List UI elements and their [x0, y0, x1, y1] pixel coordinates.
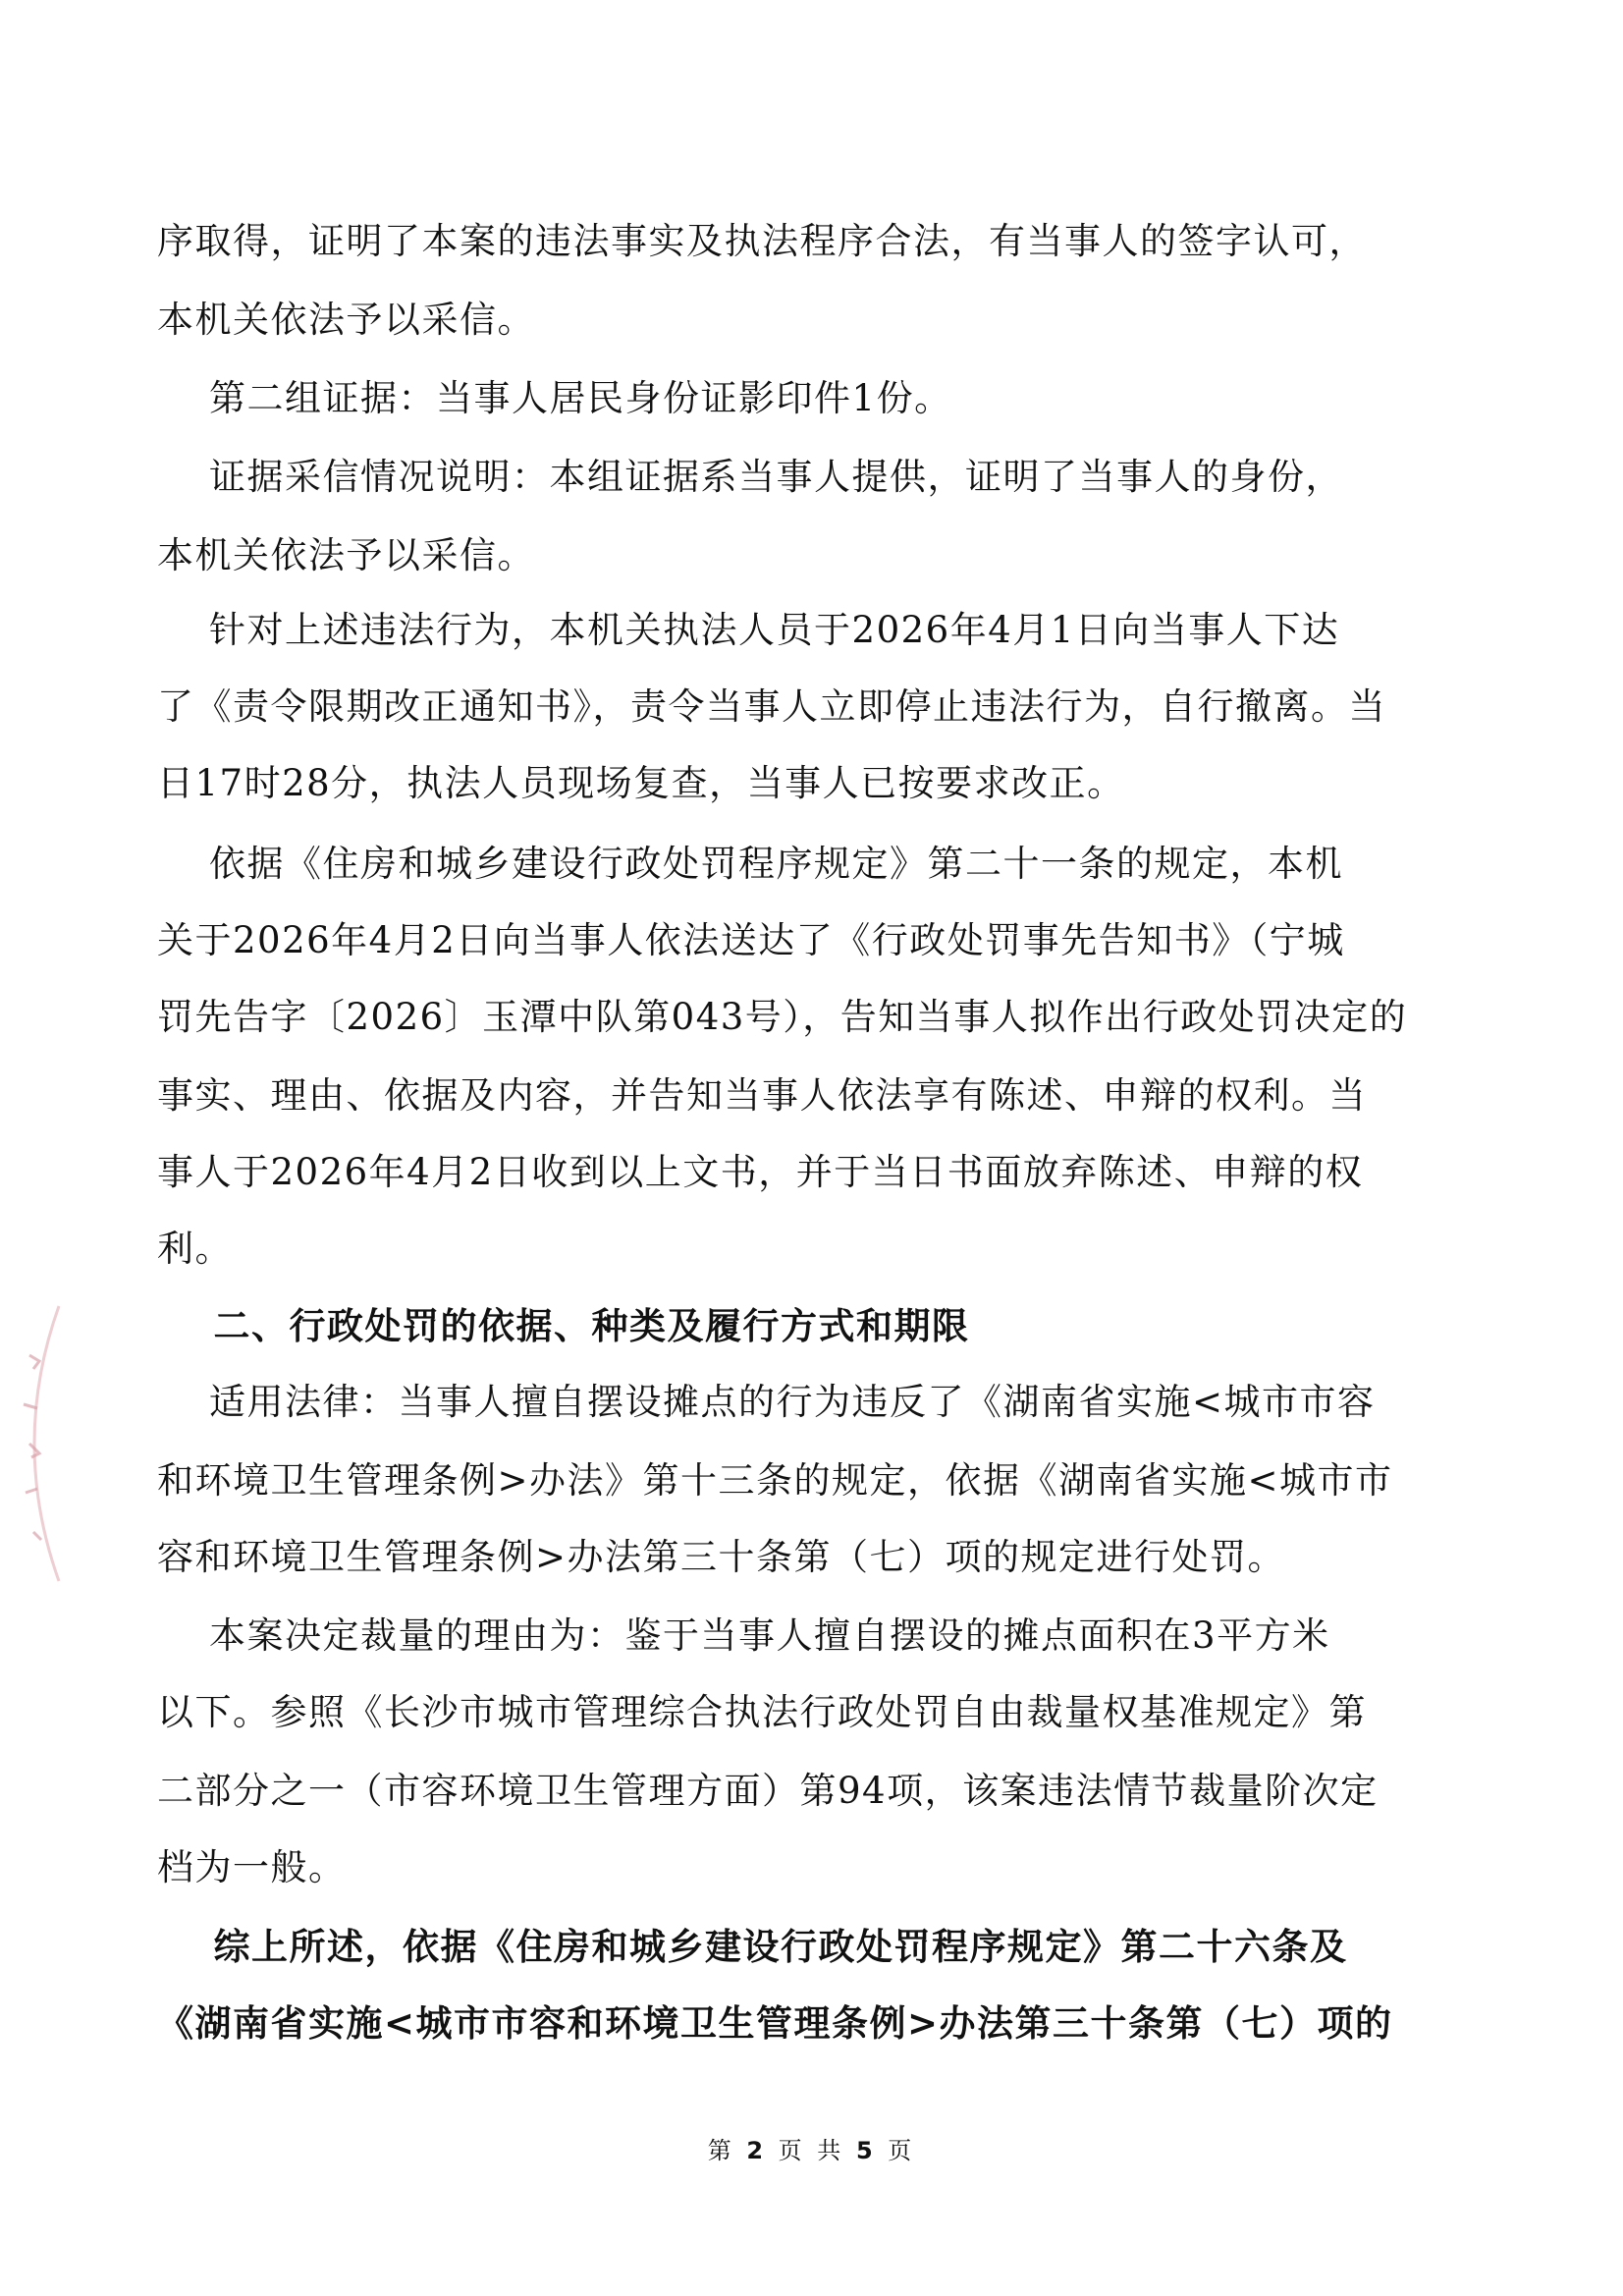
body-line-2: 本机关依法予以采信。	[157, 299, 535, 341]
footer-suffix: 页	[888, 2137, 916, 2164]
body-line-16: 适用法律：当事人擅自摆设摊点的行为违反了《湖南省实施<城市市容	[157, 1381, 1376, 1423]
body-line-1: 序取得，证明了本案的违法事实及执法程序合法，有当事人的签字认可，	[157, 220, 1367, 262]
page-footer	[0, 2131, 1623, 2165]
page-number: 2	[746, 2137, 768, 2164]
body-line-4: 证据采信情况说明：本组证据系当事人提供，证明了当事人的身份，	[157, 456, 1344, 498]
body-line-6: 针对上述违法行为，本机关执法人员于2026年4月1日向当事人下达	[157, 609, 1340, 651]
body-line-22: 档为一般。	[157, 1846, 347, 1888]
footer-middle: 页 共	[778, 2137, 845, 2164]
body-line-17: 和环境卫生管理条例>办法》第十三条的规定，依据《湖南省实施<城市市	[157, 1459, 1393, 1502]
body-line-13: 事人于2026年4月2日收到以上文书，并于当日书面放弃陈述、申辩的权	[157, 1151, 1364, 1193]
body-line-20: 以下。参照《长沙市城市管理综合执法行政处罚自由裁量权基准规定》第	[157, 1691, 1367, 1733]
section-heading: 二、行政处罚的依据、种类及履行方式和期限	[157, 1304, 970, 1347]
body-line-9: 依据《住房和城乡建设行政处罚程序规定》第二十一条的规定，本机	[157, 843, 1344, 885]
body-line-21: 二部分之一（市容环境卫生管理方面）第94项，该案违法情节裁量阶次定	[157, 1770, 1379, 1812]
body-line-3: 第二组证据：当事人居民身份证影印件1份。	[157, 377, 952, 419]
body-line-14: 利。	[157, 1228, 233, 1270]
body-line-7: 了《责令限期改正通知书》，责令当事人立即停止违法行为，自行撤离。当	[157, 685, 1386, 728]
footer-prefix: 第	[707, 2137, 735, 2164]
body-line-10: 关于2026年4月2日向当事人依法送达了《行政处罚事先告知书》（宁城	[157, 919, 1345, 961]
seal-stamp-fragment	[0, 1296, 79, 1591]
conclusion-line-2: 《湖南省实施<城市市容和环境卫生管理条例>办法第三十条第（七）项的	[157, 2001, 1393, 2045]
conclusion-line-1: 综上所述，依据《住房和城乡建设行政处罚程序规定》第二十六条及	[157, 1925, 1348, 1968]
body-line-18: 容和环境卫生管理条例>办法第三十条第（七）项的规定进行处罚。	[157, 1536, 1286, 1578]
body-line-8: 日17时28分，执法人员现场复查，当事人已按要求改正。	[157, 762, 1125, 804]
body-line-11: 罚先告字〔2026〕玉潭中队第043号），告知当事人拟作出行政处罚决定的	[157, 996, 1408, 1038]
body-line-5: 本机关依法予以采信。	[157, 534, 535, 576]
body-line-19: 本案决定裁量的理由为：鉴于当事人擅自摆设的摊点面积在3平方米	[157, 1614, 1330, 1657]
page-total: 5	[855, 2137, 877, 2164]
body-line-12: 事实、理由、依据及内容，并告知当事人依法享有陈述、申辩的权利。当	[157, 1074, 1367, 1117]
